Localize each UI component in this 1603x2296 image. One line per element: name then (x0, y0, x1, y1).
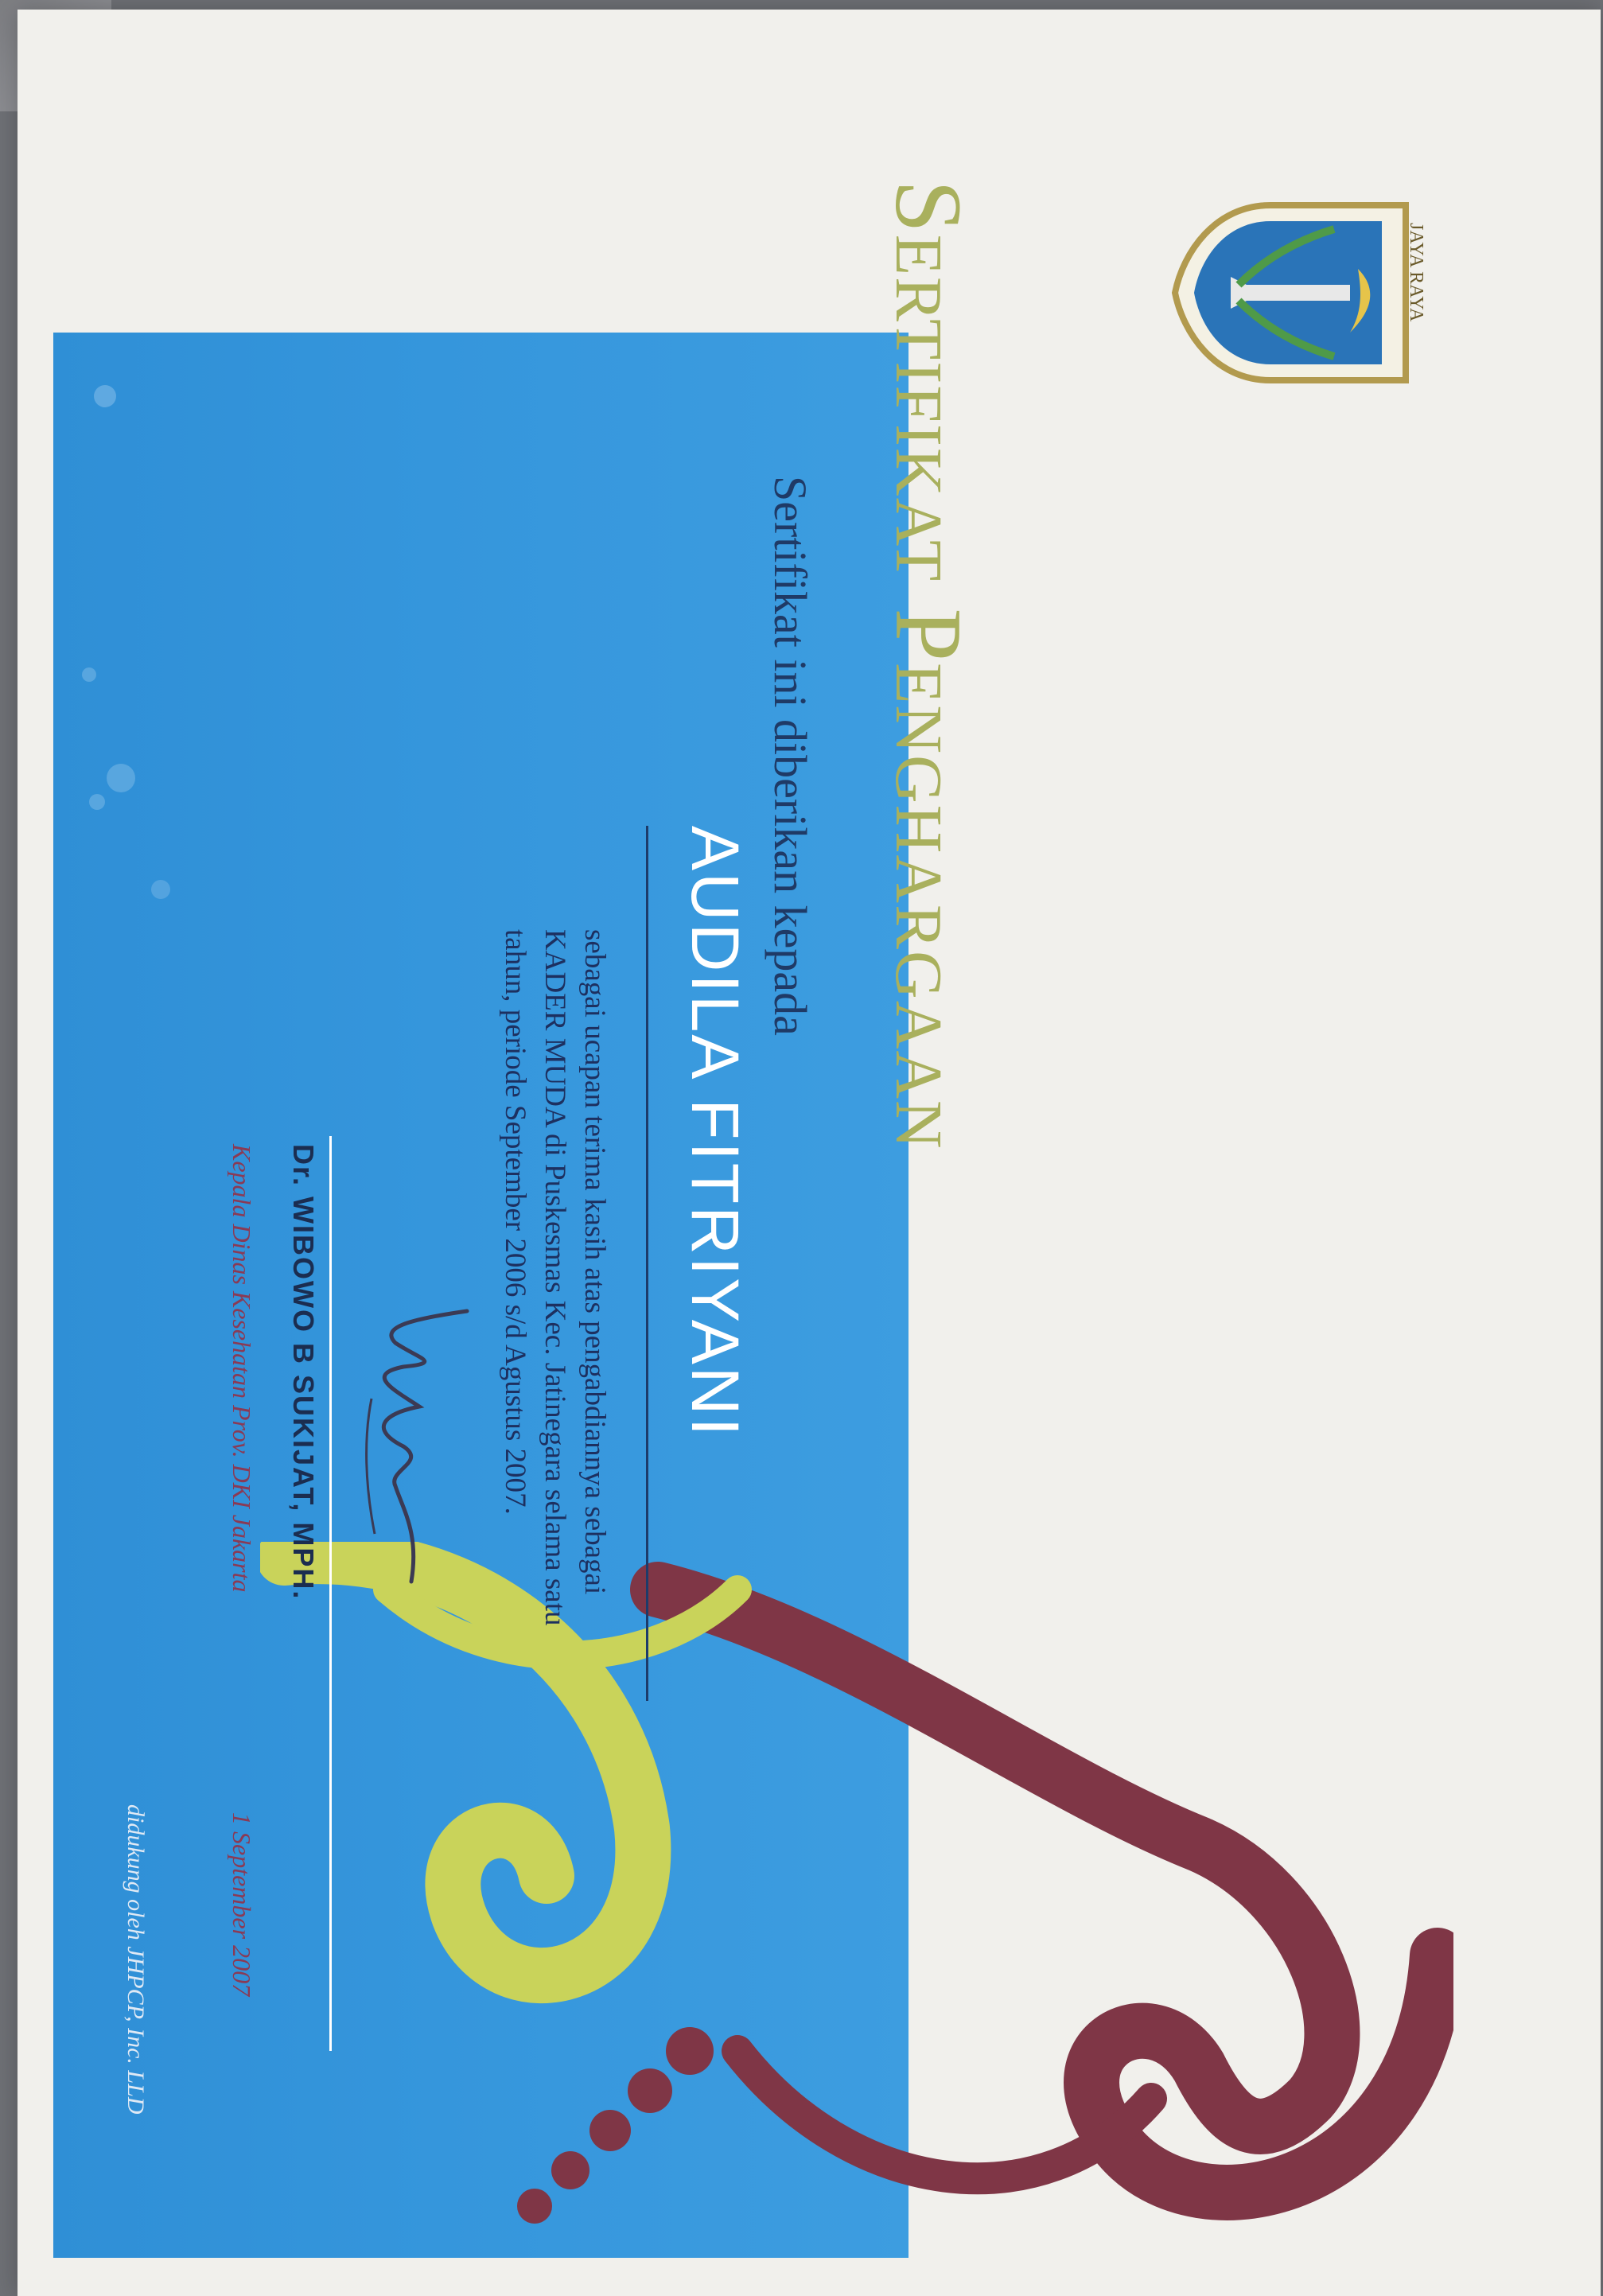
name-underline (646, 826, 648, 1701)
certificate-title: Sertifikat Penghargaan (876, 180, 982, 1150)
recipient-name: AUDILA FITRIYANI (678, 826, 753, 1438)
endorsement-note: didukung oleh JHPCP, Inc. LLD (123, 1804, 149, 2115)
given-to-label: Sertifikat ini diberikan kepada (765, 476, 816, 1036)
signer-name: Dr. WIBOWO B SUKIJAT, MPH. (287, 1144, 320, 1601)
signer-title: Kepala Dinas Kesehatan Prov. DKI Jakarta (228, 1144, 256, 1593)
body-line-1: sebagai ucapan terima kasih atas pengabdiannya sebagai (578, 929, 611, 1595)
decorative-swirl (260, 1542, 1453, 2258)
date-line (329, 1812, 332, 2051)
certificate (53, 46, 1549, 2258)
body-line-2: KADER MUDA di Puskesmas Kec. Jatinegara selama satu (539, 929, 571, 1626)
emblem-motto: JAYA RAYA (1406, 223, 1426, 322)
issue-date: 1 September 2007 (228, 1812, 256, 1997)
jakarta-emblem-icon (1167, 173, 1430, 412)
handwritten-signature (332, 1295, 515, 1629)
body-line-3: tahun, periode September 2006 s/d Agustus 2007. (499, 929, 531, 1515)
